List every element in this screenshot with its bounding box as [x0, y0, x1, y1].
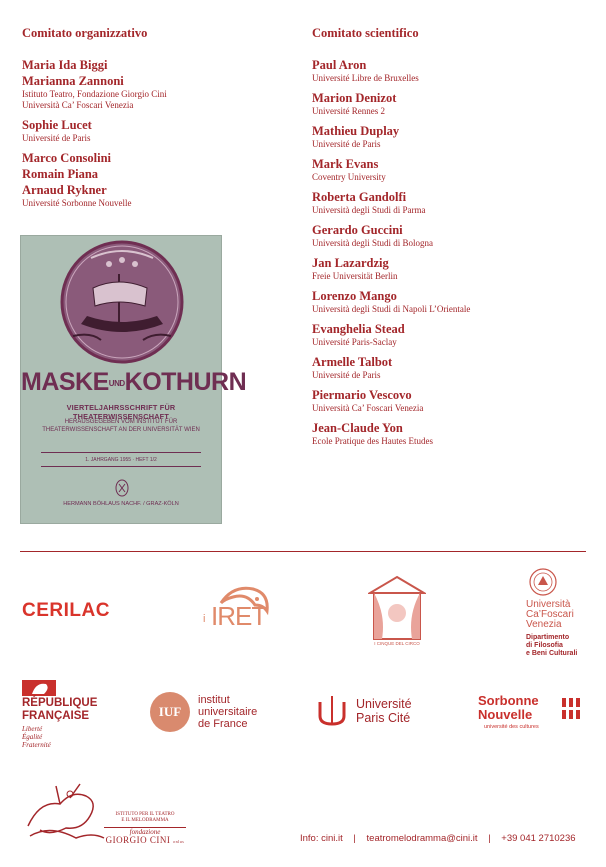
- member-name: Marion Denizot: [312, 91, 397, 105]
- ca-foscari-seal-icon: [528, 567, 558, 597]
- cini-istituto: [104, 812, 186, 824]
- upc-name: [356, 697, 412, 725]
- cover-divider: [41, 452, 201, 453]
- footer-phone: +39 041 2710236: [501, 833, 576, 844]
- member-affiliation: Università degli Studi di Bologna: [312, 238, 433, 248]
- universite-paris-cite-logo: [316, 694, 436, 730]
- committee-member: [312, 90, 602, 117]
- member-affiliation: Coventry University: [312, 172, 386, 182]
- member-affiliation: Università degli Studi di Napoli L’Orientale: [312, 304, 471, 314]
- organizing-committee-heading: Comitato organizzativo: [22, 26, 148, 40]
- sn-line: Nouvelle: [478, 707, 533, 722]
- upc-line: Université: [356, 697, 412, 711]
- member-affiliation: Université Libre de Bruxelles: [312, 73, 419, 83]
- committee-member: [312, 420, 602, 447]
- committee-member: [312, 57, 602, 84]
- ca-foscari-department: [526, 634, 577, 658]
- cover-title-und: UND: [108, 378, 125, 388]
- republique-francaise-logo: [22, 680, 112, 750]
- rf-motto: [22, 725, 51, 749]
- cini-line: onlus: [173, 839, 185, 844]
- rf-line: FRANÇAISE: [22, 710, 90, 722]
- upc-mark-icon: [316, 694, 350, 726]
- organizing-committee: [22, 26, 292, 215]
- scientific-member-list: [312, 57, 602, 447]
- committee-member: [312, 288, 602, 315]
- cover-publisher: HERMANN BÖHLAUS NACHF. / GRAZ-KÖLN: [63, 501, 179, 507]
- iret-logo: [203, 583, 273, 641]
- member-name: Romain Piana: [22, 167, 99, 181]
- fondazione-cini-logo: [20, 780, 190, 845]
- rf-motto-line: Fraternité: [22, 741, 51, 749]
- cini-line: fondazione: [129, 828, 161, 836]
- committee-member: [312, 321, 602, 348]
- member-name: Arnaud Rykner: [22, 183, 107, 197]
- maske-und-kothurn-cover: [20, 235, 247, 524]
- committee-member: [312, 189, 602, 216]
- member-affiliation: Université de Paris: [22, 133, 91, 143]
- cini-line: GIORGIO CINI: [105, 835, 171, 845]
- cerilac-logo: CERILAC: [22, 600, 110, 621]
- iret-wordmark: IRET: [211, 601, 267, 631]
- rf-name: [22, 697, 97, 723]
- rf-line: RÉPUBLIQUE: [22, 697, 98, 709]
- footer-separator: |: [488, 833, 491, 844]
- member-name: Marianna Zannoni: [22, 74, 124, 88]
- member-name: Jan Lazardzig: [312, 256, 389, 270]
- marianne-icon: [22, 680, 56, 696]
- ca-foscari-logo: [526, 567, 596, 662]
- sn-pattern-icon: [562, 698, 586, 722]
- rf-motto-line: Liberté: [22, 725, 43, 733]
- ca-foscari-line: Università: [526, 599, 571, 610]
- sorbonne-nouvelle-logo: [478, 694, 598, 734]
- ca-foscari-name: [526, 600, 574, 630]
- committee-group: [22, 150, 292, 209]
- ca-foscari-line: Venezia: [526, 619, 562, 630]
- cover-editor: [31, 418, 211, 434]
- upc-line: Paris Cité: [356, 711, 411, 725]
- iuf-line: universitaire: [198, 706, 258, 718]
- cini-name-row: [104, 836, 186, 846]
- iuf-line: de France: [198, 718, 248, 730]
- member-name: Evanghelia Stead: [312, 322, 405, 336]
- member-affiliation: Università Ca’ Foscari Venezia: [22, 100, 134, 110]
- member-name: Marco Consolini: [22, 151, 112, 165]
- member-affiliation: Università degli Studi di Parma: [312, 205, 426, 215]
- member-name: Paul Aron: [312, 58, 367, 72]
- cover-title: [21, 368, 247, 397]
- member-affiliation: Université Rennes 2: [312, 106, 385, 116]
- iuf-logo: [150, 692, 280, 736]
- iret-i: i: [203, 613, 206, 625]
- ca-foscari-dept-line: Dipartimento: [526, 634, 570, 641]
- footer-info-link[interactable]: Info: cini.it: [300, 833, 343, 844]
- member-name: Maria Ida Biggi: [22, 58, 108, 72]
- ca-foscari-dept-line: e Beni Culturali: [526, 650, 578, 657]
- cini-fondazione: [104, 828, 186, 846]
- member-name: Jean-Claude Yon: [312, 421, 403, 435]
- member-affiliation: Università Ca’ Foscari Venezia: [312, 403, 424, 413]
- member-name: Mathieu Duplay: [312, 124, 400, 138]
- committee-member: [312, 123, 602, 150]
- ca-foscari-line: Ca’Foscari: [526, 609, 574, 620]
- member-affiliation: Université de Paris: [312, 139, 381, 149]
- footer-email-link[interactable]: teatromelodramma@cini.it: [366, 833, 478, 844]
- iuf-name: [198, 694, 257, 730]
- member-name: Gerardo Guccini: [312, 223, 403, 237]
- iuf-mark: IUF: [150, 692, 190, 732]
- cover-editor-line: THEATERWISSENSCHAFT AN DER UNIVERSITÄT WIEN: [42, 427, 200, 433]
- member-name: Piermario Vescovo: [312, 388, 412, 402]
- ship-emblem-icon: [21, 236, 223, 366]
- cover-editor-line: HERAUSGEGEBEN VOM INSTITUT FÜR: [64, 419, 178, 425]
- contact-footer: [300, 833, 584, 844]
- st-george-dragon-icon: [20, 780, 108, 842]
- cini-line: ISTITUTO PER IL TEATRO: [115, 812, 175, 817]
- committee-member: [312, 387, 602, 414]
- member-name: Sophie Lucet: [22, 118, 92, 132]
- member-affiliation: Université Paris-Saclay: [312, 337, 397, 347]
- sn-line: Sorbonne: [478, 693, 539, 708]
- cover-subtitle: VIERTELJAHRSSCHRIFT FÜR THEATERWISSENSCHAFT: [66, 403, 176, 421]
- committee-member: [312, 354, 602, 381]
- member-name: Lorenzo Mango: [312, 289, 397, 303]
- member-name: Mark Evans: [312, 157, 379, 171]
- member-name: Armelle Talbot: [312, 355, 393, 369]
- sn-tagline: université des cultures: [484, 724, 539, 730]
- committee-member: [312, 156, 602, 183]
- member-affiliation: Université de Paris: [312, 370, 381, 380]
- ca-foscari-dept-line: di Filosofia: [526, 642, 563, 649]
- cover-issue: 1. JAHRGANG 1955 · HEFT 1/2: [85, 457, 157, 463]
- divider-rule: [20, 551, 586, 552]
- member-affiliation: Istituto Teatro, Fondazione Giorgio Cini: [22, 89, 167, 99]
- iuf-line: institut: [198, 694, 230, 706]
- committee-group: [22, 117, 292, 144]
- cini-line: E IL MELODRAMMA: [121, 818, 169, 823]
- cover-title-maske: MASKE: [21, 368, 109, 396]
- committee-group: [22, 57, 292, 111]
- member-affiliation: Ecole Pratique des Hautes Etudes: [312, 436, 433, 446]
- cover-divider: [41, 466, 201, 467]
- cinque-caption: I CINQUE DEL CIRCO: [374, 641, 420, 646]
- publisher-mark-icon: [114, 479, 130, 497]
- cinque-del-circo-logo: [368, 575, 426, 650]
- committee-member: [312, 222, 602, 249]
- member-affiliation: Freie Universität Berlin: [312, 271, 398, 281]
- theatre-curtain-icon: [368, 575, 426, 641]
- committee-member: [312, 255, 602, 282]
- rf-motto-line: Égalité: [22, 733, 43, 741]
- footer-separator: |: [353, 833, 356, 844]
- cover-title-kothurn: KOTHURN: [124, 368, 247, 396]
- scientific-committee: [312, 26, 602, 453]
- member-affiliation: Université Sorbonne Nouvelle: [22, 198, 132, 208]
- scientific-committee-heading: Comitato scientifico: [312, 26, 419, 40]
- sn-name: [478, 694, 539, 722]
- member-name: Roberta Gandolfi: [312, 190, 407, 204]
